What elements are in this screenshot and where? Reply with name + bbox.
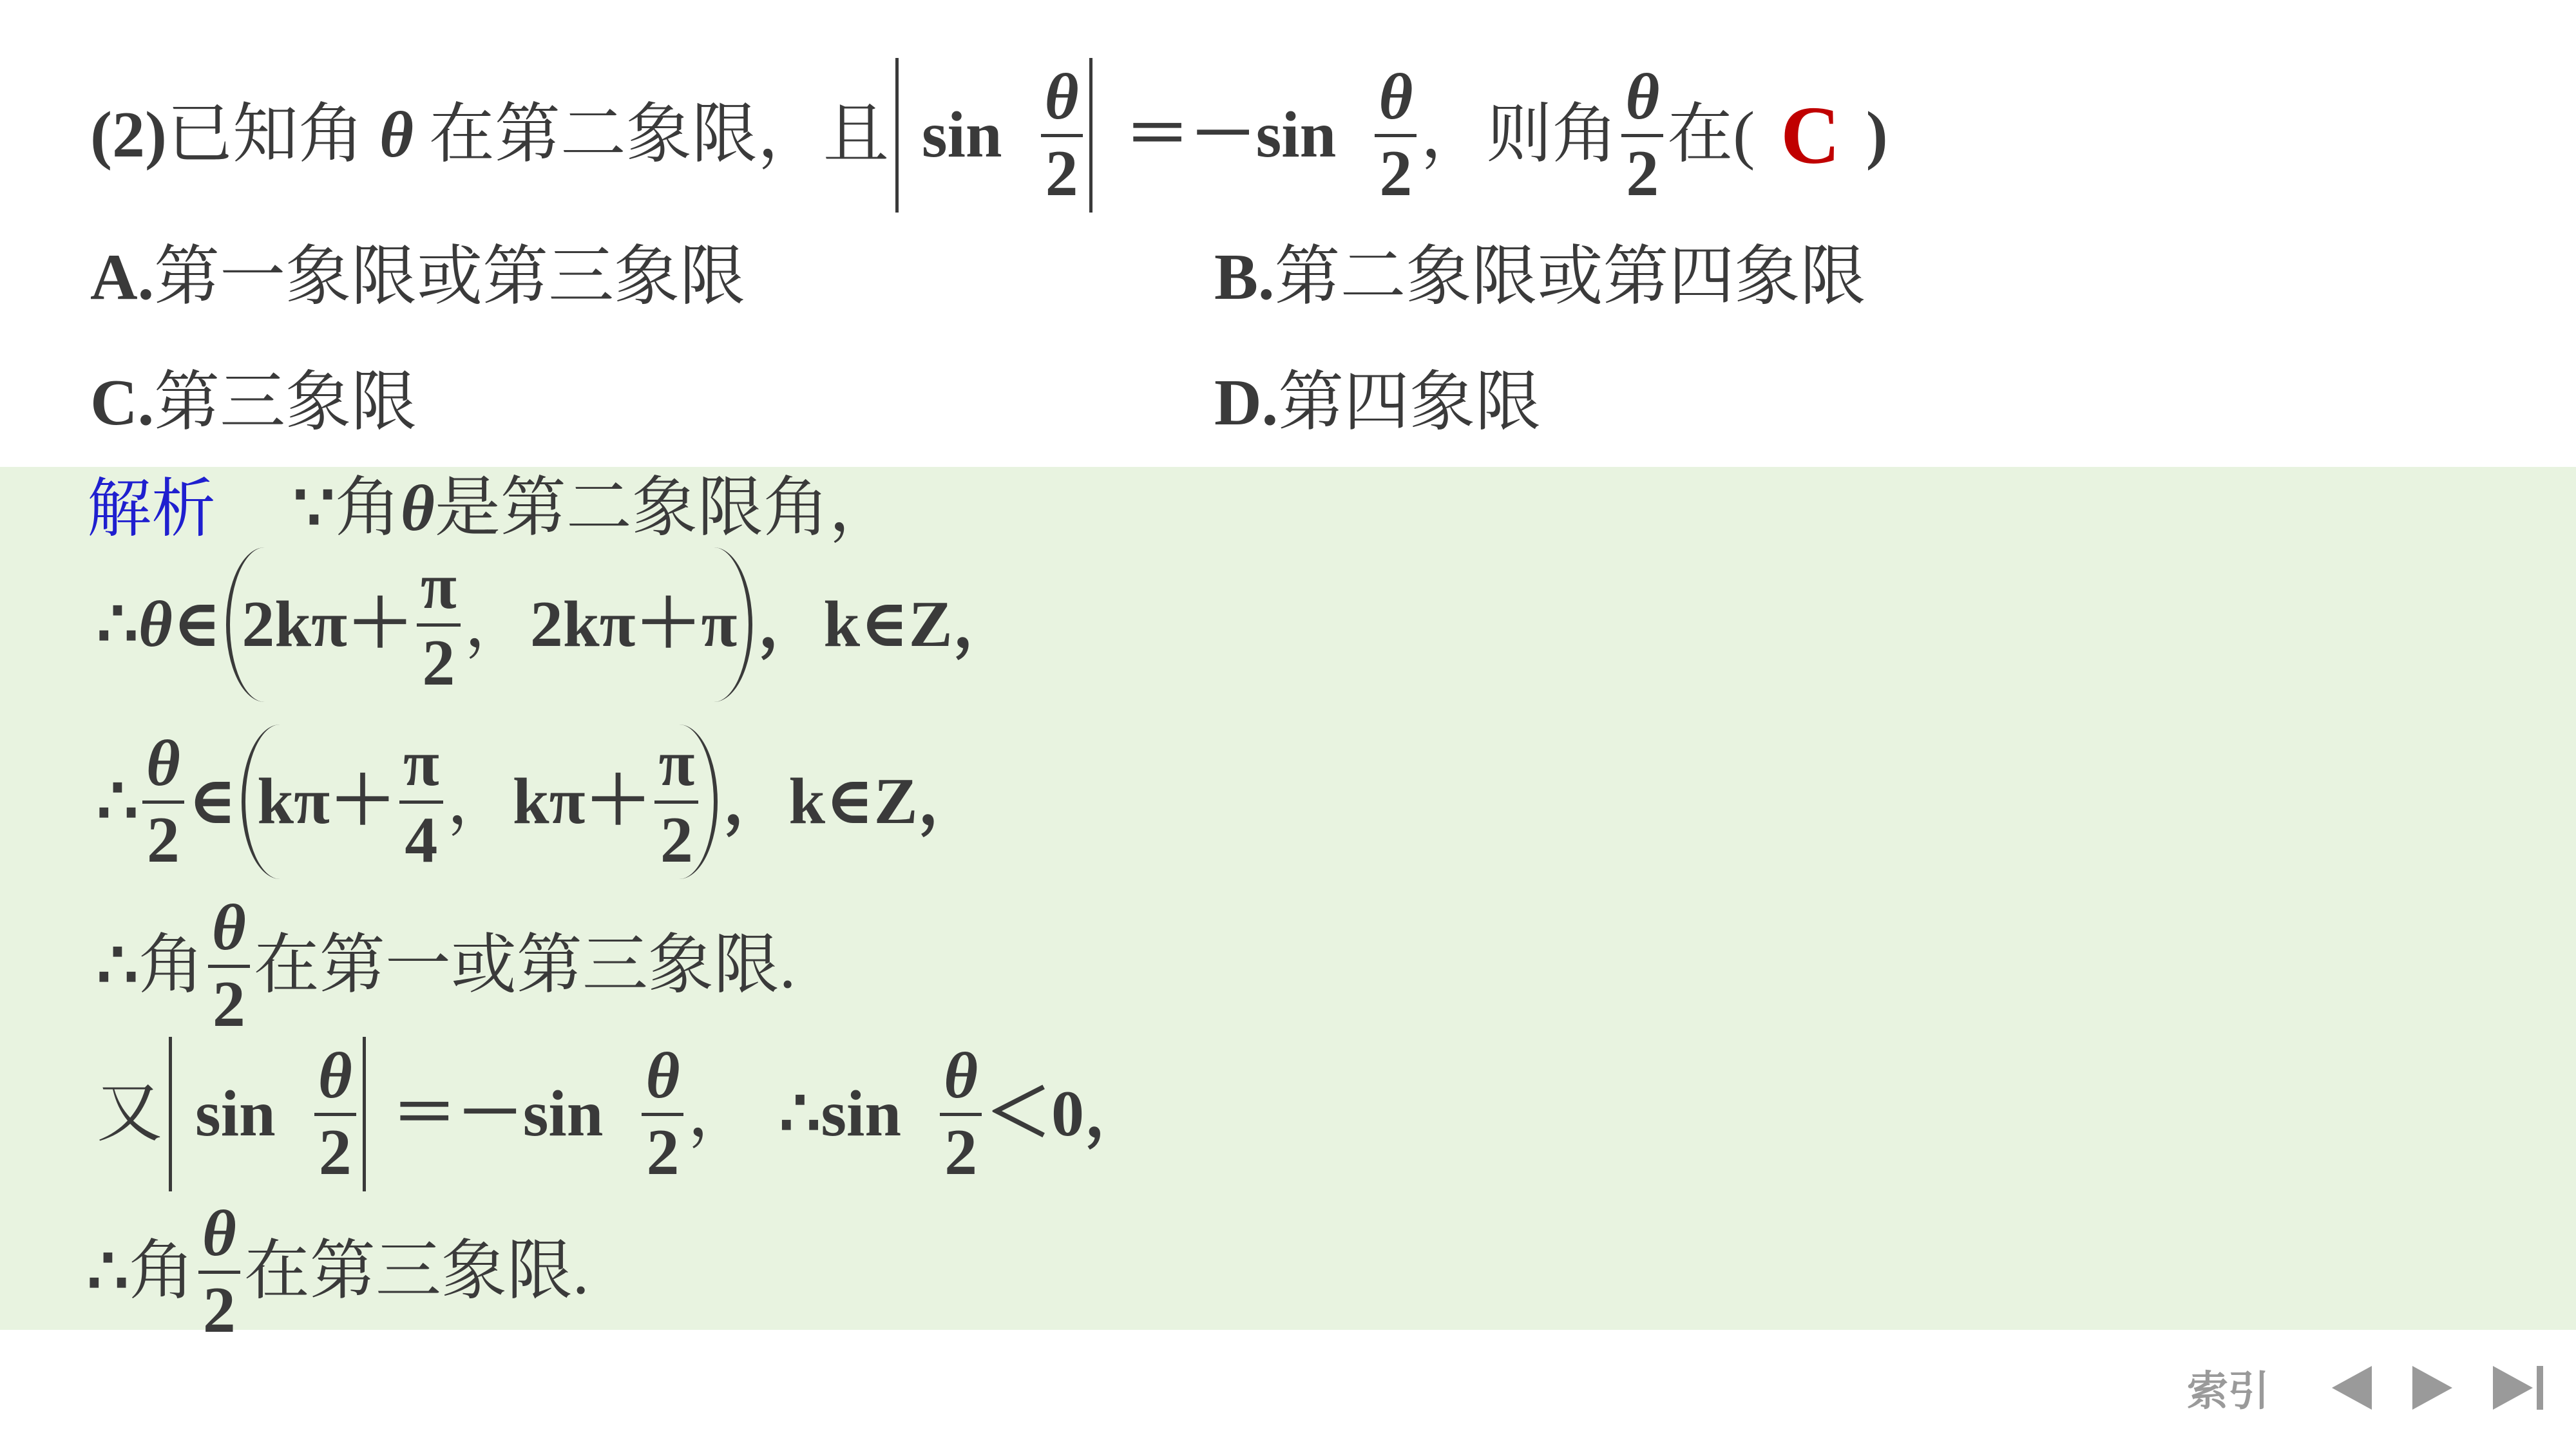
fraction-theta-over-2: $\frac{\theta}{2}$ <box>1041 64 1083 207</box>
question-stem <box>90 58 1888 213</box>
eq-neg-sin: ＝－sin <box>391 1077 604 1150</box>
less-than-zero: ＜0， <box>986 1077 1150 1150</box>
stem-text-3: 在( <box>1667 99 1755 171</box>
interval-end-a: kπ＋ <box>512 765 651 838</box>
element-of-symbol: ∈ <box>187 765 237 838</box>
interval-start-a: 2kπ＋ <box>242 588 413 661</box>
option-d-letter: D. <box>1214 366 1279 439</box>
fraction-theta-over-2: $\frac{\theta}{2}$ <box>642 1043 683 1186</box>
solution-label: 解析 <box>87 471 216 546</box>
eq-neg-sin: ＝－sin <box>1124 99 1337 171</box>
fraction-theta-over-2: $\frac{\theta}{2}$ <box>314 1043 356 1186</box>
interval <box>226 547 752 702</box>
index-label[interactable]: 索引 <box>2187 1368 2269 1416</box>
solution-line-5 <box>97 1037 1150 1191</box>
option-d-text: 第四象限 <box>1278 366 1541 439</box>
abs-sin-half-theta <box>169 1037 366 1191</box>
theta-symbol: θ <box>138 588 173 661</box>
stem-text-2: 在第二象限，且 <box>428 99 889 171</box>
option-b-letter: B. <box>1214 241 1275 314</box>
fraction-theta-over-2: $\frac{\theta}{2}$ <box>1621 64 1663 207</box>
question-number: (2) <box>90 99 167 171</box>
option-c-text: 第三象限 <box>154 366 417 439</box>
skip-to-end-bar <box>2537 1366 2543 1410</box>
fraction-theta-over-2: $\frac{\theta}{2}$ <box>198 1201 240 1343</box>
next-button[interactable] <box>2412 1359 2452 1417</box>
option-b-text: 第二象限或第四象限 <box>1274 241 1866 314</box>
because-symbol: ∵ <box>293 472 335 545</box>
element-of-symbol: ∈ <box>172 588 222 661</box>
index-link[interactable] <box>2187 1359 2269 1417</box>
fraction-pi-over-2: $\frac{\pi}{2}$ <box>654 731 698 873</box>
stem-comma-ze: ，则角 <box>1420 99 1618 171</box>
last-button[interactable] <box>2493 1359 2543 1417</box>
interval-comma: ， <box>446 765 513 838</box>
therefore-sin: ∴sin <box>779 1077 902 1150</box>
fraction-pi-over-2: $\frac{\pi}{2}$ <box>417 554 461 696</box>
sin-fn: sin <box>921 99 1002 171</box>
fraction-theta-over-2: $\frac{\theta}{2}$ <box>940 1043 982 1186</box>
therefore-symbol: ∴ <box>97 588 138 661</box>
stem-close-paren: ) <box>1865 99 1888 171</box>
interval-start-a: kπ＋ <box>257 765 396 838</box>
fraction-theta-over-2: $\frac{\theta}{2}$ <box>142 731 184 873</box>
interval <box>242 724 718 879</box>
interval-comma: ， <box>464 588 530 661</box>
fraction-theta-over-2: $\frac{\theta}{2}$ <box>1375 64 1417 207</box>
sol-l4-a: 角 <box>138 929 204 1002</box>
prev-button[interactable] <box>2332 1359 2372 1417</box>
skip-to-end-icon[interactable] <box>2493 1366 2533 1410</box>
sol-l6-a: 角 <box>128 1235 195 1308</box>
stem-text-1: 已知角 <box>166 99 364 171</box>
option-b <box>1214 241 1866 314</box>
triangle-right-icon[interactable] <box>2412 1366 2452 1410</box>
sol-l1-b: 是第二象限角， <box>434 472 895 545</box>
sol-l6-b: 在第三象限. <box>243 1235 589 1308</box>
option-a-text: 第一象限或第三象限 <box>154 241 746 314</box>
solution-line-3 <box>97 724 984 879</box>
interval-end: 2kπ＋π <box>530 588 738 661</box>
theta-symbol: θ <box>400 472 435 545</box>
sol-l4-b: 在第一或第三象限. <box>253 929 796 1002</box>
solution-line-1 <box>87 473 895 544</box>
solution-line-6 <box>87 1198 589 1346</box>
triangle-left-icon[interactable] <box>2332 1366 2372 1410</box>
option-c <box>90 366 417 439</box>
abs-sin-half-theta <box>895 58 1092 213</box>
answer-letter: C <box>1780 90 1840 181</box>
option-c-letter: C. <box>90 366 155 439</box>
sin-fn: sin <box>195 1077 276 1150</box>
solution-line-2 <box>97 547 1018 702</box>
option-a-letter: A. <box>90 241 155 314</box>
therefore-symbol: ∴ <box>87 1235 129 1308</box>
option-a <box>90 241 746 314</box>
theta-symbol: θ <box>379 99 414 171</box>
k-in-z: ，k∈Z， <box>758 588 1018 661</box>
fraction-theta-over-2: $\frac{\theta}{2}$ <box>208 895 250 1037</box>
you-word: 又 <box>97 1077 162 1150</box>
sol-l1-a: 角 <box>334 472 401 545</box>
solution-line-4 <box>97 892 796 1040</box>
fraction-pi-over-4: $\frac{\pi}{4}$ <box>399 731 443 873</box>
sol-l5-comma: ， <box>687 1077 754 1150</box>
k-in-z: ，k∈Z， <box>723 765 984 838</box>
therefore-symbol: ∴ <box>97 929 138 1002</box>
therefore-symbol: ∴ <box>97 765 138 838</box>
option-d <box>1214 366 1541 439</box>
